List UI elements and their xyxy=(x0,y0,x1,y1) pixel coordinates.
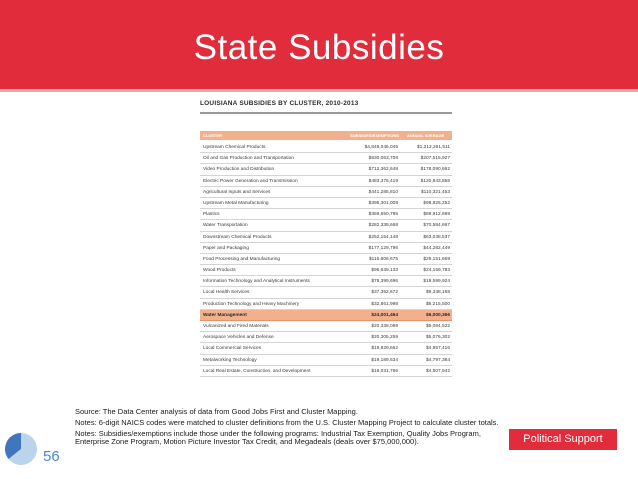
annual-average-value: $110,321,453 xyxy=(421,189,450,195)
subsidies-value: $20,305,259 xyxy=(371,335,398,341)
subsidies-value: $19,189,534 xyxy=(371,357,398,363)
table-row xyxy=(200,332,452,343)
cluster-name: Downstream Chemical Products xyxy=(203,234,272,240)
table-row xyxy=(200,220,452,231)
subsidies-value: $24,001,464 xyxy=(371,312,398,318)
table-row xyxy=(200,366,452,377)
table-title: LOUISIANA SUBSIDIES BY CLUSTER, 2010-2013 xyxy=(200,100,359,107)
subsidies-value: $177,129,796 xyxy=(368,245,398,251)
annual-average-value: $120,843,855 xyxy=(420,178,450,184)
cluster-name: Agricultural Inputs and Services xyxy=(203,189,271,195)
table-row xyxy=(200,321,452,332)
subsidies-value: $4,849,046,045 xyxy=(364,145,398,150)
annual-average-value: $44,282,449 xyxy=(423,245,450,251)
annual-average-value: $4,797,384 xyxy=(425,357,450,363)
slide-title: State Subsidies xyxy=(193,28,445,67)
subsidies-value: $78,399,696 xyxy=(371,279,398,285)
annual-average-value: $6,000,366 xyxy=(425,312,450,318)
section-tag: Political Support xyxy=(509,429,617,450)
cluster-name: Information Technology and Analytical Instruments xyxy=(203,279,310,285)
table-row xyxy=(200,164,452,175)
cluster-name: Vulcanized and Fired Materials xyxy=(203,324,269,329)
annual-average-value: $8,215,500 xyxy=(425,301,450,307)
cluster-name: Metalworking Technology xyxy=(203,357,257,363)
subsidies-value: $37,352,672 xyxy=(371,290,398,296)
subsidies-value: $116,606,675 xyxy=(369,256,398,262)
table-row xyxy=(200,310,452,321)
annual-average-value: $4,957,416 xyxy=(425,346,450,352)
table-row xyxy=(200,187,452,198)
slide-number: 56 xyxy=(43,448,60,465)
annual-average-value: $4,507,942 xyxy=(425,368,450,374)
annual-average-value: $98,825,252 xyxy=(423,200,450,206)
subsidies-value: $19,829,662 xyxy=(371,346,398,352)
subsidies-value: $441,285,810 xyxy=(368,189,398,195)
subsidies-table xyxy=(192,96,460,403)
cluster-name: Local Commercial Services xyxy=(203,346,262,352)
annual-average-value: $24,159,783 xyxy=(423,268,450,274)
cluster-name: Video Production and Distribution xyxy=(203,167,275,173)
cluster-name: Water Transportation xyxy=(203,223,248,229)
table-row xyxy=(200,176,452,187)
column-header-subsidies: SUBSIDIES/EXEMPTIONS xyxy=(350,133,399,138)
table-row xyxy=(200,287,452,298)
source-note: Source: The Data Center analysis of data from Good Jobs First and Cluster Mapping. xyxy=(75,407,358,416)
cluster-name: Electric Power Generation and Transmission xyxy=(203,178,298,184)
table-body xyxy=(200,142,452,377)
cluster-name: Aerospace Vehicles and Defense xyxy=(203,335,274,341)
table-row xyxy=(200,276,452,287)
subsidies-value: $18,031,766 xyxy=(371,368,398,374)
cluster-name: Paper and Packaging xyxy=(203,245,249,251)
cluster-name: Local Real Estate, Construction, and Development xyxy=(203,368,311,374)
annual-average-value: $178,090,662 xyxy=(420,167,450,173)
subsidies-value: $712,362,648 xyxy=(368,167,398,173)
table-row xyxy=(200,209,452,220)
column-header-annual-average: ANNUAL AVERAGE xyxy=(407,133,445,138)
table-row xyxy=(200,142,452,153)
programs-note: Notes: Subsidies/exemptions include those under the following programs: Industrial Tax Exemption, Quality Jobs Program, Enterprise Zone Program, Motion Picture Investor Tax Credit, and Megadeals (deals over $75,000,000). xyxy=(75,428,481,446)
column-header-cluster: CLUSTER xyxy=(203,133,222,138)
subsidies-value: $252,154,148 xyxy=(368,234,398,240)
cluster-name: Upstream Metal Manufacturing xyxy=(203,200,269,206)
subsidies-value: $483,375,419 xyxy=(368,178,398,184)
pie-chart-icon xyxy=(5,431,39,467)
subsidies-value: $830,063,708 xyxy=(368,156,398,162)
table-row xyxy=(200,153,452,164)
annual-average-value: $29,151,669 xyxy=(423,256,450,262)
annual-average-value: $63,038,537 xyxy=(423,234,450,240)
table-title-divider xyxy=(200,112,452,114)
table-header-row xyxy=(200,131,452,140)
table-row xyxy=(200,265,452,276)
table-row xyxy=(200,243,452,254)
cluster-name: Food Processing and Manufacturing xyxy=(203,256,281,262)
annual-average-value: $9,338,168 xyxy=(425,290,450,296)
table-row xyxy=(200,254,452,265)
cluster-name: Wood Products xyxy=(203,268,236,274)
cluster-name: Production Technology and Heavy Machinery xyxy=(203,301,300,307)
table-row xyxy=(200,198,452,209)
subsidies-value: $395,301,009 xyxy=(368,200,398,206)
cluster-name: Plastics xyxy=(203,212,220,218)
annual-average-value: $5,084,522 xyxy=(425,324,450,329)
subsidies-value: $20,338,089 xyxy=(371,324,398,329)
cluster-name: Local Health Services xyxy=(203,290,250,296)
cluster-name: Oil and Gas Production and Transportation xyxy=(203,156,294,162)
naics-note: Notes: 6-digit NAICS codes were matched to cluster definitions from the U.S. Cluster Mapping Project to calculate cluster totals. xyxy=(75,417,499,427)
table-row xyxy=(200,232,452,243)
annual-average-value: $207,515,927 xyxy=(420,156,450,162)
cluster-name: Upstream Chemical Products xyxy=(203,145,266,150)
annual-average-value: $89,912,699 xyxy=(423,212,450,218)
annual-average-value: $1,212,261,511 xyxy=(417,145,450,150)
annual-average-value: $19,599,924 xyxy=(423,279,450,285)
slide-notes xyxy=(75,408,515,449)
table-row xyxy=(200,299,452,310)
annual-average-value: $5,076,302 xyxy=(425,335,450,341)
table-row xyxy=(200,343,452,354)
table-row xyxy=(200,355,452,366)
annual-average-value: $70,584,667 xyxy=(423,223,450,229)
subsidies-value: $32,861,998 xyxy=(371,301,398,307)
cluster-name: Water Management xyxy=(203,312,247,318)
subsidies-value: $282,338,668 xyxy=(368,223,398,229)
subsidies-value: $359,650,795 xyxy=(368,212,398,218)
subsidies-value: $96,639,133 xyxy=(371,268,398,274)
